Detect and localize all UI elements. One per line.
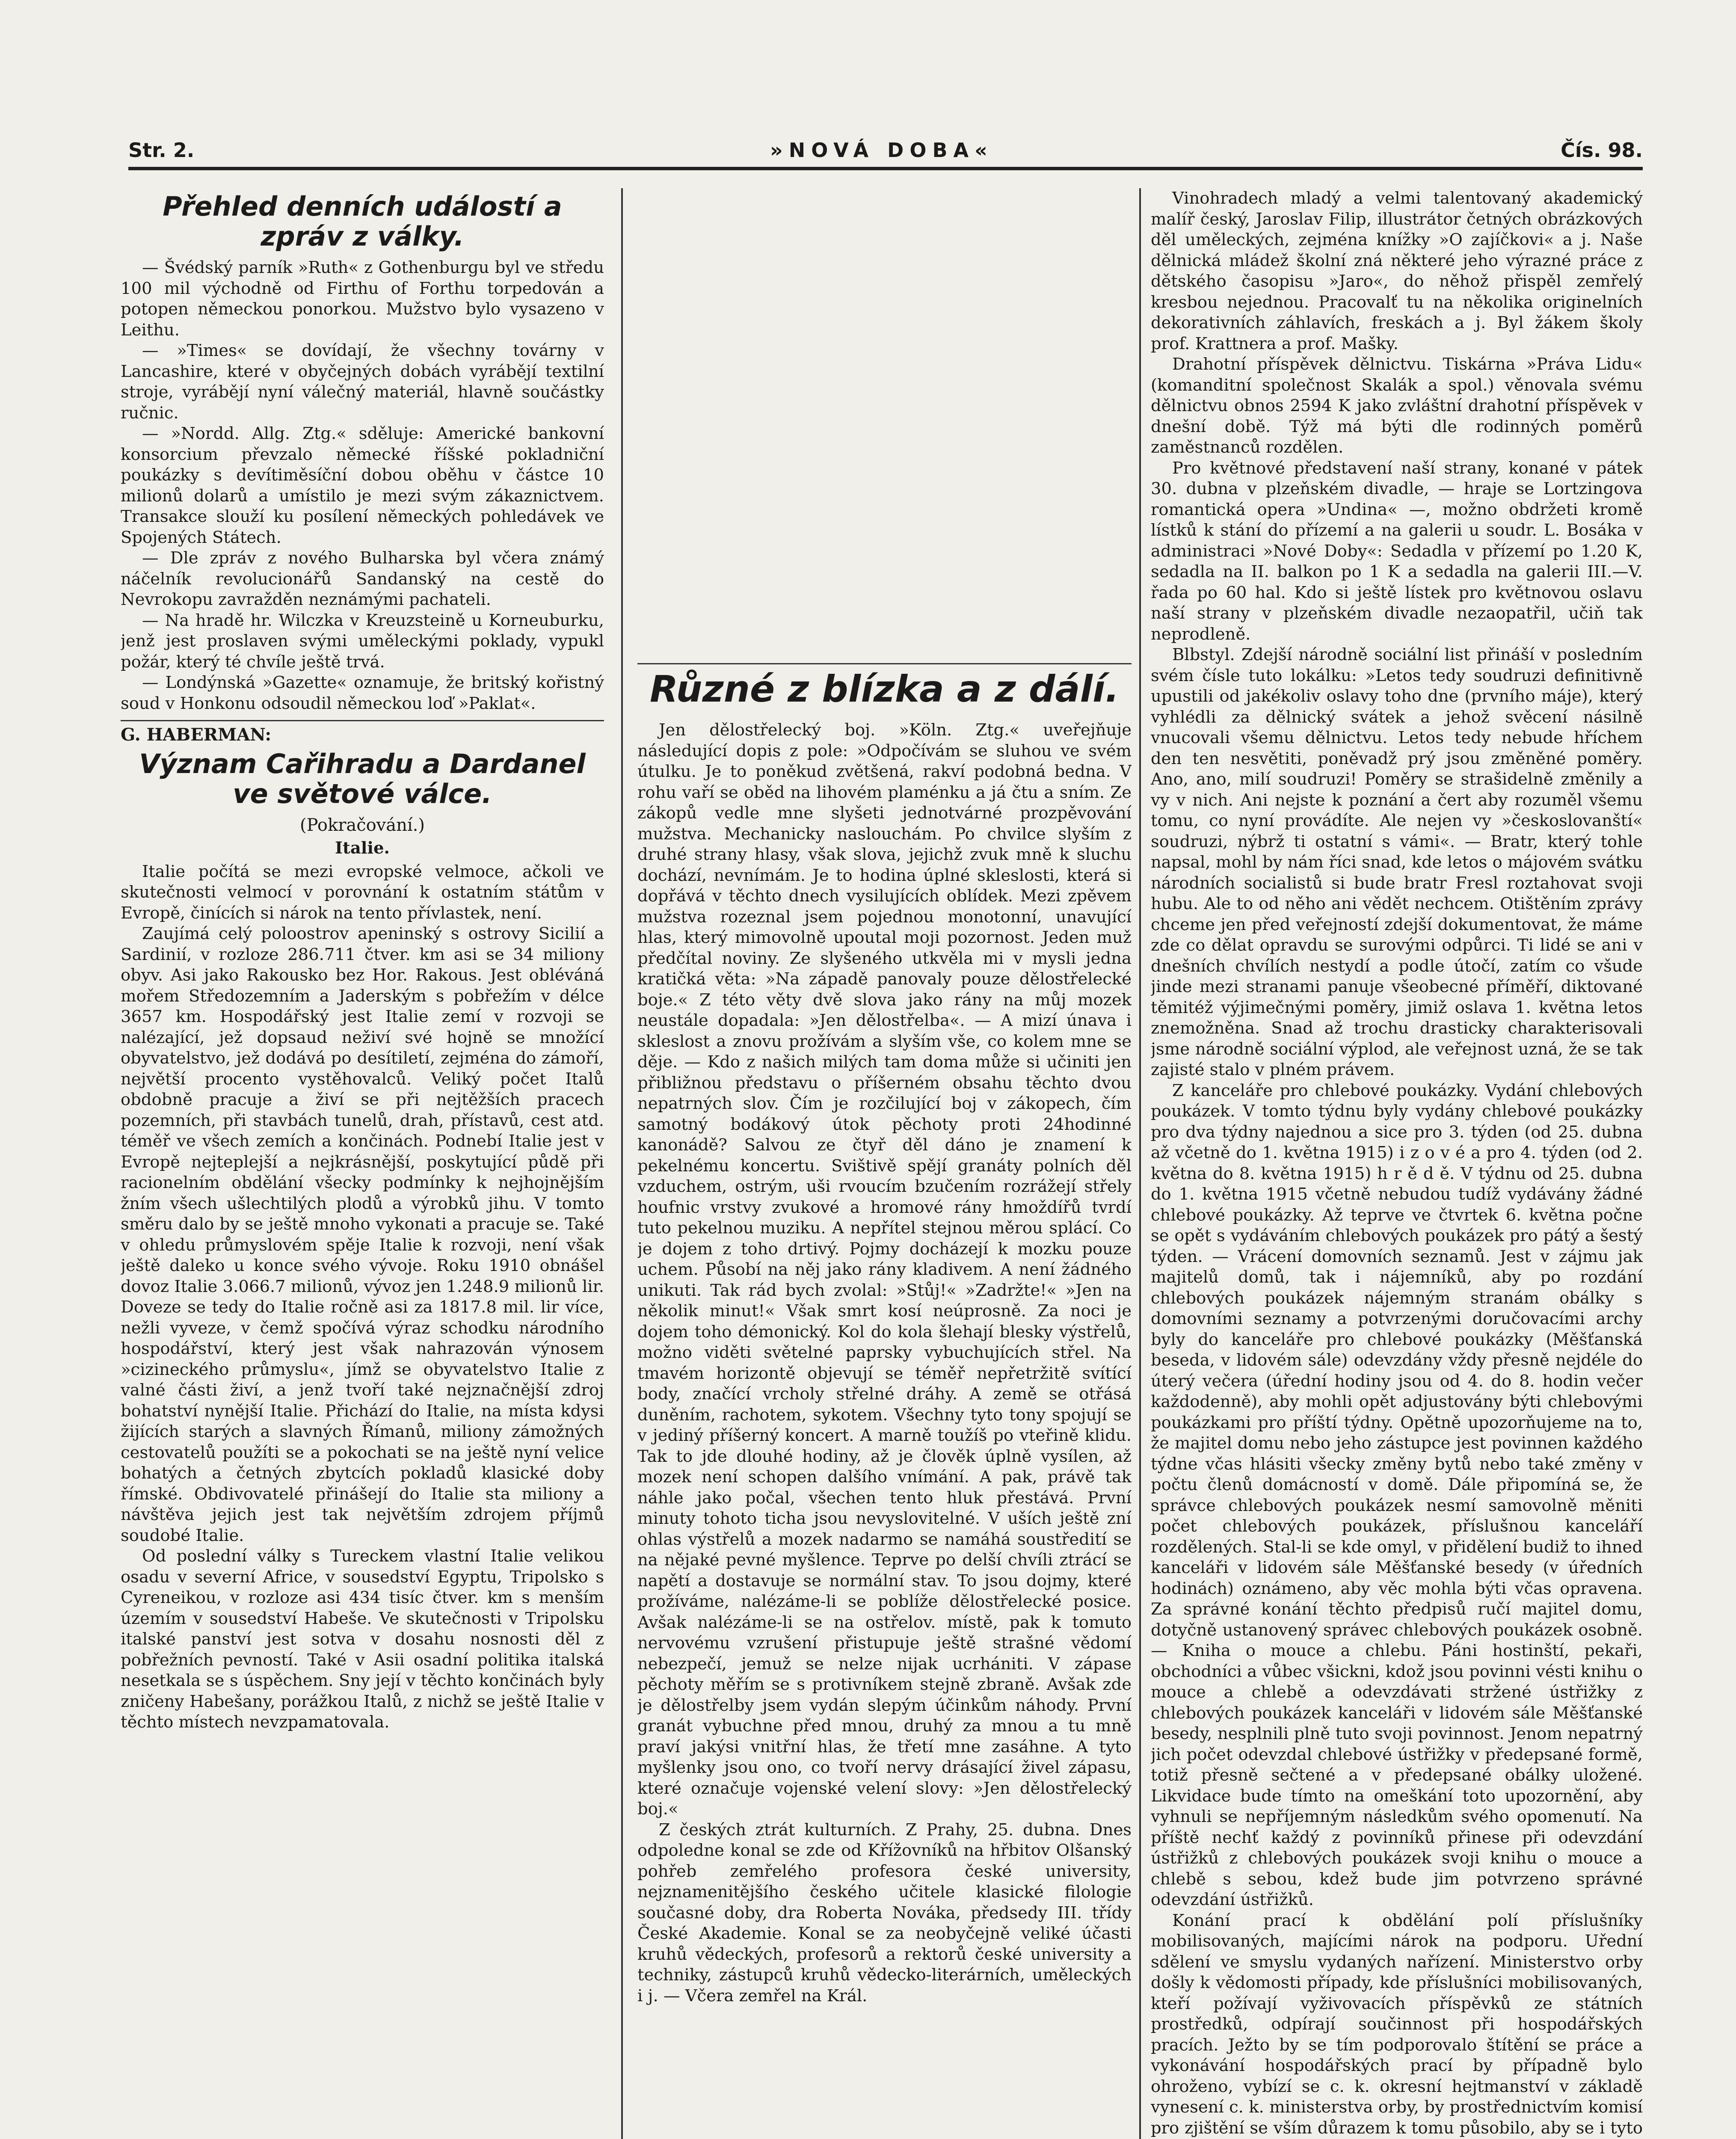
page-header — [128, 128, 1643, 170]
article-paragraph: Od poslední války s Tureckem vlastní Italie velikou osadu v severní Africe, v sousedství Egyptu, Tripolsko s Cyreneikou, v rozloze asi 434 tisíc čtver. km s menším územím v sousedství Habeše. Ve skutečnosti v Tripolsku italské panství jest sotva v dosahu nosnosti děl z pobřežních pevností. Také v Asii osadní politika italská nesetkala se s úspěchem. Sny její v těchto končinách byly zničeny Habešany, porážkou Italů, z nichž se ještě Italie v těchto místech nevzpamatovala. — [121, 1546, 604, 1732]
masthead-title: »NOVÁ DOBA« — [770, 139, 993, 162]
issue-number: Čís. 98. — [1561, 139, 1643, 162]
section-title: Přehled denních událostí a zpráv z války. — [163, 191, 562, 252]
column-left — [121, 188, 604, 2139]
column-right — [1151, 188, 1643, 2139]
column-middle — [637, 188, 1132, 2139]
article-title: Význam Cařihradu a Dardanel ve světové válce. — [139, 748, 586, 809]
article-paragraph: Drahotní příspěvek dělnictvu. Tiskárna »Práva Lidu« (komanditní společnost Skalák a spol.) věnovala svému dělnictvu obnos 2594 K jako zvláštní drahotní příspěvek v dnešní době. Týž má býti dle rodinných poměrů zaměstnanců rozdělen. — [1151, 355, 1643, 457]
page-number: Str. 2. — [128, 139, 195, 162]
section-title: Různé z blízka a z dálí. — [649, 668, 1120, 711]
subsection-heading: Italie. — [335, 838, 390, 858]
news-item: — Švédský parník »Ruth« z Gothenburgu byl ve středu 100 mil východně od Firthu of Forthu torpedován a potopen německou ponorkou. Mužstvo bylo vysazeno v Leithu. — [121, 258, 604, 340]
article-paragraph: Vinohradech mladý a velmi talentovaný akademický malíř český, Jaroslav Filip, illustrátor četných obrázkových děl uměleckých, zejména knížky »O zajíčkovi« a j. Naše dělnická mládež školní zná některé jeho výrazné práce z dětského časopisu »Jaro«, do něhož přispěl zemřelý kresbou nejednou. Pracovalť tu na několika originelních dekorativních záhlavích, freskách a j. Byl žákem školy prof. Krattnera a prof. Mašky. — [1151, 189, 1643, 353]
article-paragraph: Pro květnové představení naší strany, konané v pátek 30. dubna v plzeňském divadle, — hraje se Lortzingova romantická opera »Undina« —, možno obdržeti kromě lístků k stání do přízemí a na galerii u soudr. L. Bosáka v administraci »Nové Doby«: Sedadla v přízemí po 1.20 K, sedadla na II. balkon po 1 K a sedadla na galerii III.—V. řada po 60 hal. Kdo si ještě lístek pro květnovou oslavu naší strany v plzeňském divadle nezaopatřil, učiň tak neprodleně. — [1151, 458, 1643, 644]
news-item: — Dle zpráv z nového Bulharska byl včera známý náčelník revolucionářů Sandanský na cestě do Nevrokopu zavražděn neznámými pachateli. — [121, 548, 604, 609]
article-paragraph: Italie počítá se mezi evropské velmoce, ačkoli ve skutečnosti velmocí v porovnání k ostatním státům v Evropě, činících si nárok na tento přívlastek, není. — [121, 862, 604, 923]
article-paragraph: Konání prací k obdělání polí příslušníky mobilisovaných, majícími nárok na podporu. Uřední sdělení ve smyslu vydaných nařízení. Ministerstvo orby došly k vědomosti případy, kde příslušníci mobilisovaných, kteří požívají vyživovacích příspěvků ze státních prostředků, odpírají součinnost při hospodářských pracích. Ježto by se tím podporovalo štítění se práce a vykonávání hospodářských prací by případně bylo ohroženo, vybízí se c. k. okresní hejtmanství v základě vynesení c. k. ministerstva orby, by prostřednictvím komisí pro zjištění se vším důrazem k tomu působilo, aby se i tyto — [1151, 1911, 1643, 2138]
blank-area — [637, 188, 1132, 659]
article-paragraph: Z českých ztrát kulturních. Z Prahy, 25. dubna. Dnes odpoledne konal se zde od Křížovníků na hřbitov Olšanský pohřeb zemřelého profesora české university, nejznamenitějšího českého učitele klasické filologie současné doby, dra Roberta Nováka, předsedy III. třídy České Akademie. Konal se za neobyčejně veliké účasti kruhů vědeckých, profesorů a rektorů české university a techniky, zástupců kruhů vědecko-literárních, uměleckých i j. — Včera zemřel na Král. — [637, 1820, 1132, 2006]
news-item: — Na hradě hr. Wilczka v Kreuzsteině u Korneuburku, jenž jest proslaven svými uměleckými poklady, vypukl požár, který té chvíle ještě trvá. — [121, 610, 604, 672]
news-item: — Londýnská »Gazette« oznamuje, že britský kořistný soud v Honkonu odsoudil německou loď »Paklat«. — [121, 673, 604, 713]
news-item: — »Nordd. Allg. Ztg.« sděluje: Americké bankovní konsorcium převzalo německé říšské pokladniční poukázky s devítiměsíční dobou oběhu v částce 10 milionů dolarů a umístilo je mezi svým zákaznictvem. Transakce slouží ku posílení německých pohledávek ve Spojených Státech. — [121, 424, 604, 547]
article-paragraph: Zaujímá celý poloostrov apeninský s ostrovy Sicilií a Sardinií, v rozloze 286.711 čtver. km asi se 34 miliony obyv. Asi jako Rakousko bez Hor. Rakous. Jest obléváná mořem Středozemním a Jaderským s pobřežím v délce 3657 km. Hospodářský jest Italie zemí v rozvoji se nalézající, jež dopsaud neživí své hojně se množící obyvatelstvo, jež dodává po desítiletí, zejména do zámoří, největší procento vystěhovalců. Veliký počet Italů obdobně pracuje a živí se při nejtěžších pracech pozemních, při stavbách tunelů, drah, přístavů, cest atd. téměř ve všech zemích a končinách. Podnebí Italie jest v Evropě nejteplejší a nejkrásnější, poskytující půdě při racionelním obdělání všecky podmínky k nejhojnějším žním všech ušlechtilých plodů a výrobků jihu. V tomto směru dalo by se ještě mnoho vykonati a pracuje se. Také v ohledu průmyslovém spěje Italie k rozvoji, není však ještě daleko u konce svého vývoje. Roku 1910 obnášel dovoz Italie 3.066.7 milionů, vývoz jen 1.248.9 milionů lir. Doveze se tedy do Italie ročně asi za 1817.8 mil. lir více, nežli vyveze, v čemž spočívá výraz schodku národního hospodářství, který jest však nahrazován výnosem »cizineckého průmyslu«, jímž se obyvatelstvo Italie z valné části živí, a jenž tvoří také nejznačnější zdroj bohatství nynější Italie. Přichází do Italie, na místa kdysi žijících starých a slavných Římanů, miliony zámožných cestovatelů použíti se a pokochati se na ještě nyní velice bohatých a četných zbytcích pokladů klasické doby římské. Obdivovatelé přinášejí do Italie sta miliony a návštěva jejich jest tak největším zdrojem příjmů soudobé Italie. — [121, 924, 604, 1545]
column-rule — [621, 188, 623, 2139]
article-author: G. HABERMAN: — [121, 720, 604, 746]
article-paragraph: Blbstyl. Zdejší národně sociální list přináší v posledním svém čísle tuto lokálku: »Letos tedy soudruzi definitivně upustili od jakékoliv oslavy toho dne (prvního máje), který vyhlédli za dělnický svátek a jehož svěcení násilně vnucovali všemu dělnictvu. Letos tedy nebude hříchem den ten nesvětiti, poněvadž prý jsou změněné poměry. Ano, ano, milí soudruzi! Poměry se strašidelně změnily a vy v nich. Ani nejste k poznání a čert aby rozuměl všemu tomu, co nyní provádíte. Ale nejen vy »českoslovanští« soudruzi, nýbrž ti ostatní s vámi«. — Bratr, který tohle napsal, mohl by nám říci snad, kde letos o májovém svátku národních socialistů si bude bratr Fresl roztahovat svoji hubu. Ale to od něho ani vědět nechcem. Otištěním zprávy chceme jen před veřejností zdejší dokumentovat, že máme zde co dělat opravdu se surovými odpůrci. Ti lidé se ani v dnešních chvílích nestydí a podle útočí, zatím co všude jinde mezi stranami panuje všeobecné příměří, diktované těmitéž výjimečnými poměry, jimiž oslava 1. května letos znemožněna. Snad až trochu drasticky charakterisovali jsme národně sociální výplod, ale veřejnost uzná, že se tak zajisté stalo v plném právem. — [1151, 645, 1643, 1079]
divider — [637, 663, 1132, 664]
article-paragraph: Z kanceláře pro chlebové poukázky. Vydání chlebových poukázek. V tomto týdnu byly vydány chlebové poukázky pro dva týdny najednou a sice pro 3. týden (od 25. dubna až včetně do 1. května 1915) i z o v é a pro 4. týden (od 2. května do 8. května 1915) h r ě d ě. V týdnu od 25. dubna do 1. května 1915 včetně nebudou tudíž vydávány žádné chlebové poukázky. Až teprve ve čtvrtek 6. května počne se opět s vydáváním chlebových poukázek pro pátý a šestý týden. — Vrácení domovních seznamů. Jest v zájmu jak majitelů domů, tak i nájemníků, aby po rozdání chlebových poukázek nájemným stranám obálky s domovními seznamy a potvrzenými doručovacími archy byly do kanceláře pro chlebové poukázky (Měšťanská beseda, v lidovém sále) odevzdány vždy přesně nejdéle do úterý večera (úřední hodiny jsou od 4. do 8. hodin večer každodenně), aby mohli opět adjustovány býti chlebovými poukázkami pro příští týdny. Opětně upozorňujeme na to, že majitel domu nebo jeho zástupce jest povinnen každého týdne včas hlásiti všecky změny bytů nebo také změny v počtu členů domácností v domě. Dále připomíná se, že správce chlebových poukázek nesmí samovolně měniti počet chlebových poukázek, příslušnou kanceláří rozdělených. Stal-li se kde omyl, v přidělení budiž to ihned kanceláři v lidovém sále Měšťanské besedy (v úředních hodinách) oznámeno, aby věc mohla býti včas opravena. Za správné konání těchto předpisů ručí majitel domu, dotyčně ustanovený správec chlebových poukázek osobně. — Kniha o mouce a chlebu. Páni hostinští, pekaři, obchodníci a vůbec všickni, kdož jsou povinni vésti knihu o mouce a chlebě a odevzdávati stržené ústřižky z chlebových poukázek kanceláři v lidovém sále Měšťanské besedy, nesplnili plně tuto svoji povinnost. Jenom nepatrný jich počet odevzdal chlebové ústřižky v předepsané formě, totiž přesně sečtené a v předepsané obálky uložené. Likvidace bude tímto na omeškání toto upozornění, aby vyhnuli se nepříjemným následkům svého opomenutí. Na příště nechť každý z povinníků přinese při odevzdání ústřižků z chlebových poukázek svoji knihu o mouce a chlebě s sebou, kdež bude jim potvrzeno správné odevzdání ústřižků. — [1151, 1081, 1643, 1909]
article-paragraph: Jen dělostřelecký boj. »Köln. Ztg.« uveřejňuje následující dopis z pole: »Odpočívám se sluhou ve svém útulku. Je to poněkud zvětšená, rakví podobná bedna. V rohu vaří se oběd na lihovém plaménku a já čtu a sním. Ze zákopů vedle mne slyšeti jednotvárné prozpěvování mužstva. Mechanicky naslouchám. Po chvilce slyším z druhé strany hlasy, však slova, jejichž zvuk mně k sluchu dochází, nevnímám. Je to hodina úplné skleslosti, která si dopřává v těchto dnech vysilujících oblídek. Mezi zpěvem mužstva rozeznal jsem pojednou monotonní, unavující hlas, který mimovolně upoutal moji pozornost. Jeden muž předčítal noviny. Ze slyšeného utkvěla mi v mysli jedna kratičká věta: »Na západě panovaly pouze dělostřelecké boje.« Z této věty dvě slova jako rány na můj mozek neustále dopadala: »Jen dělostřelba«. — A mizí únava i skleslost a znovu prožívám a slyším vše, co kolem mne se děje. — Kdo z našich milých tam doma může si učiniti jen přibližnou představu o příšerném obsahu těchto dvou nepatrných slov. Čím je rozčilující boj v zákopech, čím samotný bodákový útok pěchoty proti 24hodinné kanonádě? Salvou ze čtyř děl dáno je znamení k pekelnému koncertu. Svištivě spějí granáty polních děl vzduchem, ostrým, uši rvoucím bzučením rozrážejí střely houfnic vrstvy zvukové a hromové rány hmoždířů tvrdí tuto pekelnou muziku. A nepřítel stejnou měrou splácí. Co je dojem z toho drtivý. Pojmy docházejí k mozku pouze uchem. Působí na něj jako rány kladivem. A není žádného unikuti. Tak rád bych zvolal: »Stůj!« »Zadržte!« »Jen na několik minut!« Však smrt kosí neúprosně. Za noci je dojem toho démonický. Kol do kola šlehají blesky výstřelů, možno viděti světelné paprsky vybuchujících střel. Na tmavém horizontě objevují se téměř nepřetržitě svítící body, značící vrcholy střelné dráhy. A země se otřásá duněním, rachotem, sykotem. Všechny tyto tony spojují se v jediný příšerný koncert. A marně toužíš po vteřině klidu. Tak to jde dlouhé hodiny, až je člověk úplně vysílen, až mozek není schopen dalšího vnímání. A pak, právě tak náhle jako počal, všechen tento hluk přestává. První minuty tohoto ticha jsou nevyslovitelné. V uších ještě zní ohlas výstřelů a mozek nadarmo se namáhá soustředití se na nějaké pevné myšlence. Teprve po delší chvíli ztrácí se napětí a dostavuje se normální stav. To jsou dojmy, které prožíváme, nalézáme-li se poblíže dělostřelecké posice. Avšak nalézáme-li se na ostřelov. místě, pak k tomuto nervovému vzrušení přistupuje ještě strašné vědomí nebezpečí, jemuž se nelze nijak ucrhániti. V zápase pěchoty měřím se s protivníkem stejně zbraně. Avšak zde je dělostřelby jsem vydán slepým účinkům náhody. První granát vybuchne před mnou, druhý za mnou a tu mně praví jakýsi vnitřní hlas, že třetí mne zasáhne. A tyto myšlenky jsou ono, co tvoří nervy drásající živel zápasu, které označuje vojenské velení slovy: »Jen dělostřelecký boj.« — [637, 720, 1132, 1819]
news-item: — »Times« se dovídají, že všechny továrny v Lancashire, které v obyčejných dobách vyrábějí textilní stroje, vyrábějí nyní válečný materiál, hlavně součástky ručnic. — [121, 341, 604, 423]
column-rule — [1139, 188, 1141, 2139]
continuation-note: (Pokračování.) — [300, 815, 425, 835]
